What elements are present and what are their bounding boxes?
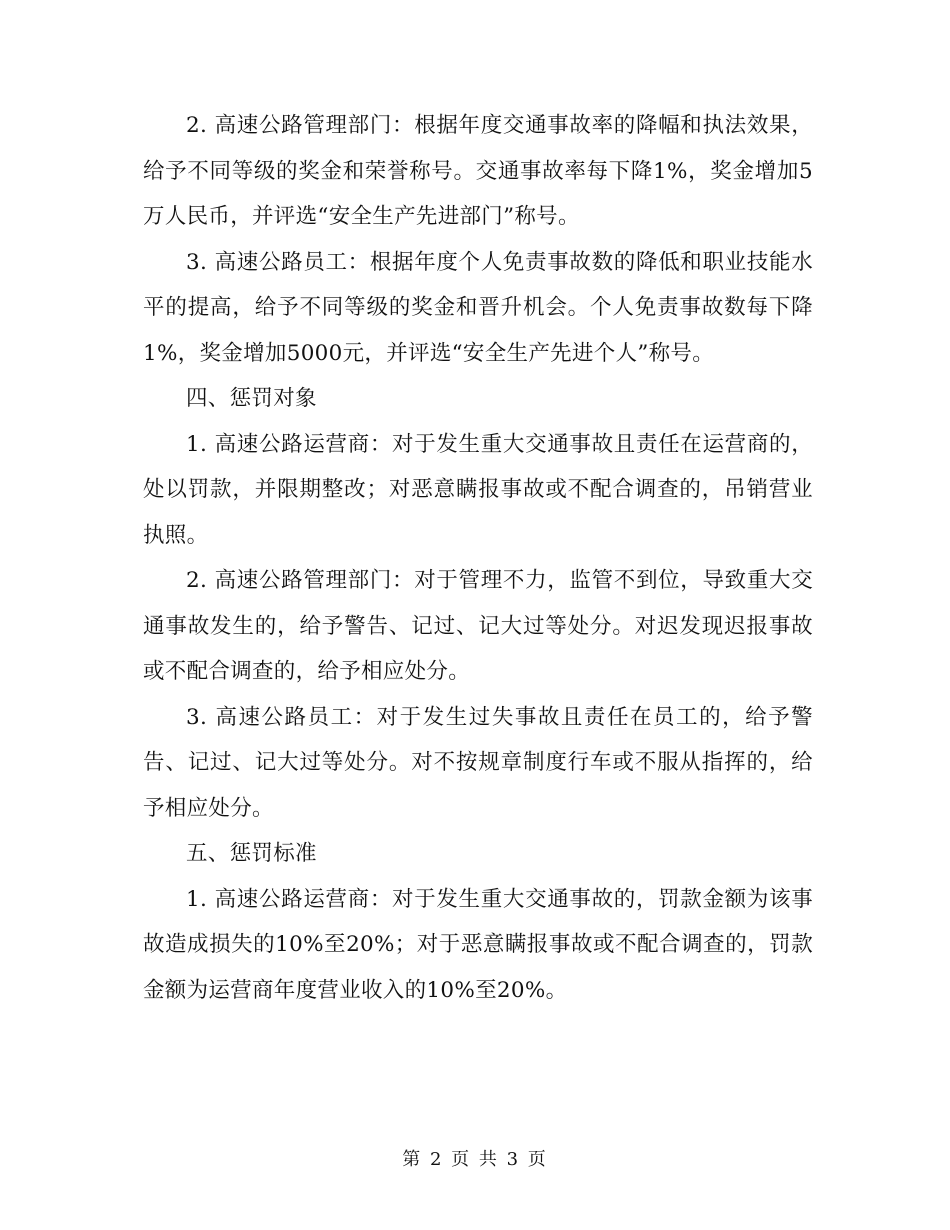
- paragraph-punish-operator: 1. 高速公路运营商：对于发生重大交通事故且责任在运营商的，处以罚款，并限期整改；对恶意瞒报事故或不配合调查的，吊销营业执照。: [143, 431, 813, 548]
- paragraph-standard-operator: 1. 高速公路运营商：对于发生重大交通事故的，罚款金额为该事故造成损失的10%至20%；对于恶意瞒报事故或不配合调查的，罚款金额为运营商年度营业收入的10%至20%。: [143, 886, 813, 1003]
- page-number-footer: 第 2 页 共 3 页: [402, 1149, 548, 1170]
- document-body: [143, 103, 813, 1013]
- section-heading-punishment-standards: 五、惩罚标准: [186, 841, 317, 866]
- section-heading-punishment-targets: 四、惩罚对象: [186, 386, 317, 411]
- paragraph-reward-employees: 3. 高速公路员工：根据年度个人免责事故数的降低和职业技能水平的提高，给予不同等级的奖金和晋升机会。个人免责事故数每下降1%，奖金增加5000元，并评选“安全生产先进个人”称号。: [143, 249, 813, 366]
- paragraph-reward-management-dept: 2. 高速公路管理部门：根据年度交通事故率的降幅和执法效果，给予不同等级的奖金和荣誉称号。交通事故率每下降1%，奖金增加5万人民币，并评选“安全生产先进部门”称号。: [143, 113, 813, 229]
- paragraph-punish-management-dept: 2. 高速公路管理部门：对于管理不力，监管不到位，导致重大交通事故发生的，给予警告、记过、记大过等处分。对迟发现迟报事故或不配合调查的，给予相应处分。: [143, 568, 813, 684]
- paragraph-punish-employees: 3. 高速公路员工：对于发生过失事故且责任在员工的，给予警告、记过、记大过等处分。对不按规章制度行车或不服从指挥的，给予相应处分。: [143, 704, 813, 821]
